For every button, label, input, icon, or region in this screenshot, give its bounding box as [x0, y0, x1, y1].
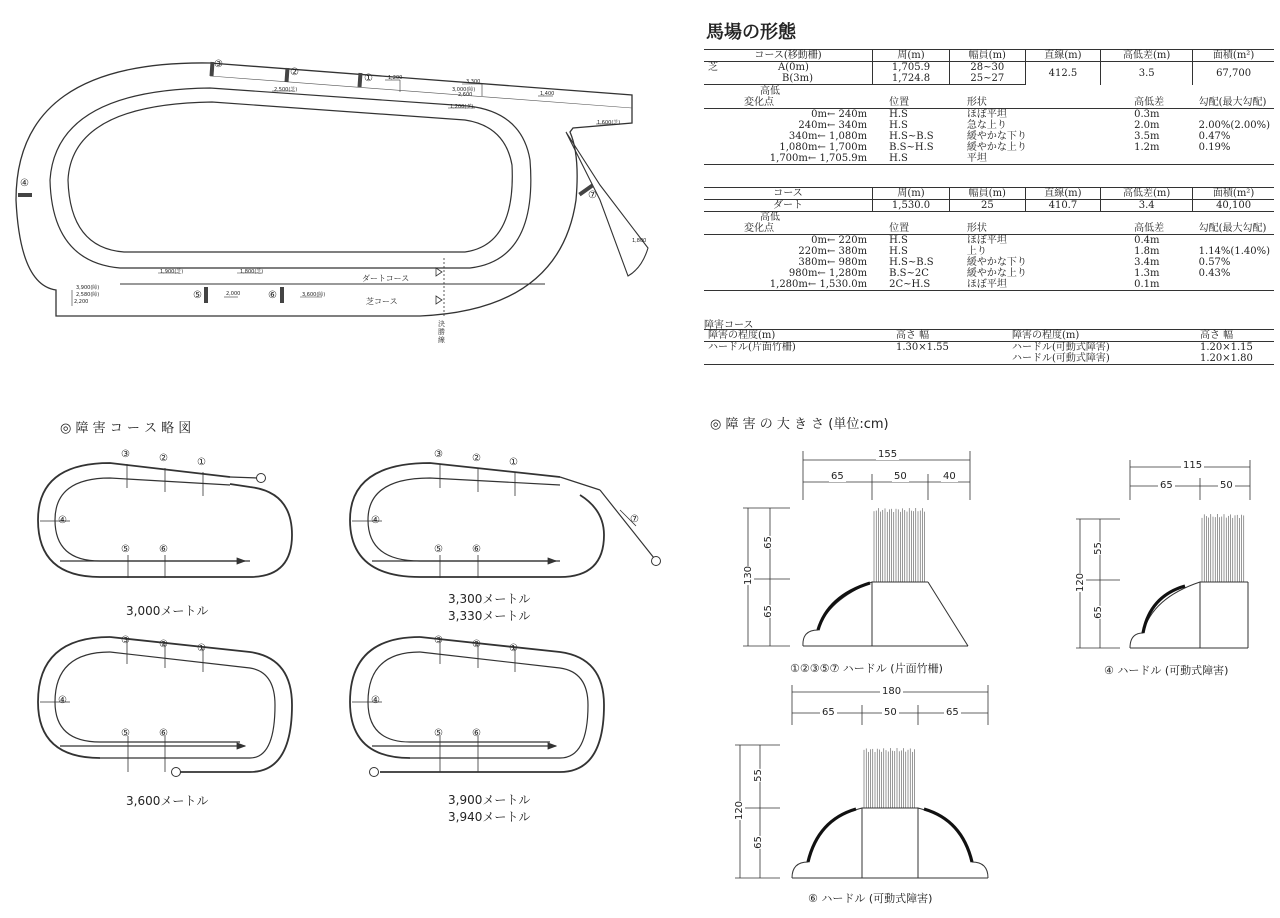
tag-3600: 3,600(障): [302, 292, 326, 298]
ht-right-size-1: 1.20×1.15: [1200, 342, 1253, 353]
table-cell: 1.14%(1.40%): [1198, 246, 1270, 257]
marker-3: ③: [214, 59, 223, 70]
table-cell: 2.0m: [1134, 120, 1160, 131]
marker-7: ⑦: [588, 190, 597, 201]
table-cell: 980m← 1,280m: [788, 268, 868, 279]
turf-label: 芝: [708, 62, 718, 73]
table-cell: [1195, 109, 1274, 121]
c3-marker-3: ③: [121, 635, 130, 646]
c4-marker-6: ⑥: [472, 728, 481, 739]
table-row: [704, 109, 1274, 121]
tag-3300: 3,300: [466, 79, 481, 85]
marker-1: ①: [364, 73, 373, 84]
dirt-table: [704, 187, 1274, 212]
dirt-profile-table: [704, 212, 1274, 291]
table-cell: H.S: [885, 153, 963, 165]
c1-marker-6: ⑥: [159, 544, 168, 555]
ht-right-name-1: ハードル(可動式障害): [1012, 342, 1110, 353]
ht-right-size-2: 1.20×1.80: [1196, 353, 1274, 365]
table-cell: 1.2m: [1134, 142, 1160, 153]
tag-3000: 3,000(障): [452, 87, 476, 93]
turf-straight: 412.5: [1025, 62, 1101, 85]
fig3-part3: 65: [946, 707, 959, 718]
table-cell: 緩やかな上り: [966, 268, 1027, 279]
c1-marker-3: ③: [121, 449, 130, 460]
table-cell: 0.1m: [1130, 279, 1195, 291]
marker-2: ②: [290, 67, 299, 78]
fig3-total: 180: [882, 686, 902, 697]
fig3-h2: 65: [752, 836, 764, 849]
table-cell: [1130, 153, 1195, 165]
obstacle-sketches: [0, 440, 680, 918]
turf-profile-rows: [704, 109, 1274, 165]
table-row: [704, 279, 1274, 291]
tag-1200: 1,200: [388, 75, 403, 81]
c1-marker-5: ⑤: [121, 544, 130, 555]
fig2-total-h: 120: [1075, 572, 1087, 593]
dh-width: 幅員(m): [950, 188, 1026, 200]
ht-h3: 高さ 幅: [1196, 330, 1274, 342]
table-cell: 上り: [966, 246, 987, 257]
table-cell: 急な上り: [966, 120, 1007, 131]
fig1-h2: 65: [762, 605, 774, 618]
turf-profile-title: 高低: [760, 86, 780, 97]
c4-marker-2: ②: [472, 639, 481, 650]
ht-empty-2: [892, 353, 1008, 365]
dp-h3: 高低差: [1130, 223, 1195, 235]
table-cell: ほぼ平坦: [963, 279, 1130, 291]
c3-marker-1: ①: [197, 643, 206, 654]
track-map-drawing: [0, 0, 680, 370]
hurdle-table: [704, 329, 1274, 365]
table-cell: 220m← 380m: [798, 246, 868, 257]
turf-b-circ: 1,724.8: [873, 73, 950, 85]
table-cell: H.S: [889, 235, 908, 246]
track-map: [0, 0, 680, 370]
c4-marker-5: ⑤: [434, 728, 443, 739]
table-cell: 0.4m: [1134, 235, 1160, 246]
tag-1800: 1,800: [632, 238, 647, 244]
table-row: [704, 246, 1274, 257]
c3-marker-5: ⑤: [121, 728, 130, 739]
tp-h0: 変化点: [704, 97, 885, 109]
fig3-part2: 50: [884, 707, 897, 718]
table-row: [704, 131, 1274, 142]
fig1-h1: 65: [762, 536, 774, 549]
fig2-part2: 50: [1220, 480, 1233, 491]
fig1-total: 155: [878, 449, 898, 460]
fig3-part1: 65: [822, 707, 835, 718]
c1-marker-1: ①: [197, 457, 206, 468]
fig2-h1: 55: [1092, 542, 1104, 555]
course-3330-label: 3,330メートル: [448, 609, 531, 623]
fig1-total-h: 130: [743, 565, 755, 586]
marker-5: ⑤: [193, 290, 202, 301]
dp-h2: 形状: [963, 223, 1130, 235]
dirt-profile-rows: [704, 235, 1274, 291]
turf-a-circ: 1,705.9: [873, 62, 950, 74]
table-cell: 0.57%: [1198, 257, 1231, 268]
table-cell: 1,080m← 1,700m: [779, 142, 868, 153]
tag-2000: 2,000: [226, 291, 241, 297]
dp-h4: 勾配(最大勾配): [1195, 223, 1274, 235]
marker-6: ⑥: [268, 290, 277, 301]
table-cell: 緩やかな上り: [966, 142, 1027, 153]
dh-course: コース: [704, 188, 873, 200]
size-section-title: ◎ 障 害 の 大 き さ (単位:cm): [710, 417, 889, 432]
turf-course-a: [704, 62, 873, 74]
fig2-total: 115: [1183, 460, 1203, 471]
dh-height: 高低差(m): [1101, 188, 1193, 200]
table-cell: H.S: [889, 246, 908, 257]
table-cell: 340m← 1,080m: [788, 131, 868, 142]
table-cell: 2.00%(2.00%): [1198, 120, 1270, 131]
th-circ: 周(m): [873, 50, 950, 62]
table-cell: 380m← 980m: [798, 257, 868, 268]
table-cell: [1195, 279, 1274, 291]
ht-left-name: ハードル(片面竹柵): [708, 342, 796, 353]
turf-a-label: A(0m): [778, 62, 809, 73]
c2-marker-2: ②: [472, 453, 481, 464]
table-cell: [1195, 153, 1274, 165]
table-cell: 0.43%: [1198, 268, 1231, 279]
dirt-height-diff: 3.4: [1101, 200, 1193, 212]
marker-4: ④: [20, 178, 29, 189]
course-3940-label: 3,940メートル: [448, 810, 531, 824]
table-cell: 1,700m← 1,705.9m: [704, 153, 885, 165]
tp-h2: 形状: [963, 97, 1130, 109]
dh-circ: 周(m): [873, 188, 950, 200]
fig1-caption: ①②③⑤⑦ ハードル (片面竹柵): [790, 662, 943, 675]
page-title: 馬場の形態: [706, 22, 796, 43]
c1-marker-2: ②: [159, 453, 168, 464]
course-3600-label: 3,600メートル: [126, 794, 209, 808]
finish-line-label: 決勝線: [438, 320, 445, 344]
ht-h1: 高さ 幅: [892, 330, 1008, 342]
table-cell: 1,280m← 1,530.0m: [704, 279, 885, 291]
dh-straight: 直線(m): [1025, 188, 1101, 200]
table-cell: ほぼ平坦: [966, 109, 1007, 120]
dh-area: 面積(m²): [1193, 188, 1274, 200]
course-3000-label: 3,000メートル: [126, 604, 209, 618]
tp-h1: 位置: [885, 97, 963, 109]
th-course: コース(移動柵): [704, 50, 873, 62]
turf-height-diff: 3.5: [1101, 62, 1193, 85]
fig3-caption: ⑥ ハードル (可動式障害): [808, 892, 933, 905]
th-straight: 直線(m): [1025, 50, 1101, 62]
table-row: [704, 268, 1274, 279]
c3-marker-2: ②: [159, 639, 168, 650]
table-cell: 0.19%: [1198, 142, 1231, 153]
dirt-straight: 410.7: [1025, 200, 1101, 212]
table-cell: [1195, 235, 1274, 247]
fig3-h1: 55: [752, 769, 764, 782]
c1-marker-4: ④: [58, 515, 67, 526]
tag-1900: 1,900(芝): [160, 269, 184, 275]
c2-marker-5: ⑤: [434, 544, 443, 555]
table-row: [704, 257, 1274, 268]
dp-h0: 変化点: [704, 223, 885, 235]
tag-3900: 3,900(障): [76, 285, 100, 291]
turf-course-label: 芝コース: [366, 297, 398, 306]
table-cell: 240m← 340m: [798, 120, 868, 131]
th-width: 幅員(m): [950, 50, 1026, 62]
c2-marker-4: ④: [371, 515, 380, 526]
c4-marker-1: ①: [509, 643, 518, 654]
table-row: [704, 235, 1274, 247]
turf-area: 67,700: [1216, 67, 1252, 79]
tp-h3: 高低差: [1130, 97, 1195, 109]
table-cell: 2C~H.S: [885, 279, 963, 291]
tag-2600: 2,600: [458, 92, 473, 98]
table-cell: H.S~B.S: [889, 131, 934, 142]
ht-right-name-2: ハードル(可動式障害): [1008, 353, 1196, 365]
ht-left-size: 1.30×1.55: [896, 342, 949, 353]
turf-b-label: B(3m): [704, 73, 873, 85]
table-cell: 0m← 240m: [811, 109, 868, 120]
table-cell: H.S~B.S: [889, 257, 934, 268]
fig3-total-h: 120: [734, 800, 746, 821]
table-cell: 0m← 220m: [811, 235, 868, 246]
turf-b-width: 25~27: [950, 73, 1026, 85]
turf-table: [704, 49, 1274, 85]
turf-profile-table: [704, 86, 1274, 165]
tag-1400: 1,400: [540, 91, 555, 97]
c2-marker-1: ①: [509, 457, 518, 468]
c2-marker-7: ⑦: [630, 514, 639, 525]
dirt-area: 40,100: [1193, 200, 1274, 212]
c3-marker-6: ⑥: [159, 728, 168, 739]
table-cell: 緩やかな下り: [966, 131, 1027, 142]
course-3900-label: 3,900メートル: [448, 793, 531, 807]
ht-empty-1: [704, 353, 892, 365]
table-row: [704, 120, 1274, 131]
turf-a-width: 28~30: [950, 62, 1026, 74]
table-cell: 0.3m: [1134, 109, 1160, 120]
th-height: 高低差(m): [1101, 50, 1193, 62]
table-cell: 1.3m: [1134, 268, 1160, 279]
tag-1600: 1,600(芝): [597, 120, 621, 126]
table-cell: 緩やかな下り: [966, 257, 1027, 268]
obstacle-sketch-drawing: [0, 440, 680, 918]
c3-marker-4: ④: [58, 695, 67, 706]
dirt-circ: 1,530.0: [873, 200, 950, 212]
dirt-label: ダート: [704, 200, 873, 212]
table-cell: 3.4m: [1134, 257, 1160, 268]
table-row: [704, 142, 1274, 153]
table-row: [704, 153, 1274, 165]
table-cell: 平坦: [963, 153, 1130, 165]
dp-h1: 位置: [885, 223, 963, 235]
fig1-part2: 50: [894, 471, 907, 482]
table-cell: B.S~H.S: [889, 142, 934, 153]
course-3300-label: 3,300メートル: [448, 592, 531, 606]
dirt-profile-title: 高低: [760, 212, 780, 223]
table-cell: B.S~2C: [889, 268, 929, 279]
ht-h2: 障害の程度(m): [1008, 330, 1196, 342]
fig1-part3: 40: [943, 471, 956, 482]
fig2-caption: ④ ハードル (可動式障害): [1104, 664, 1229, 677]
c2-marker-3: ③: [434, 449, 443, 460]
tag-1800t: 1,800(芝): [240, 269, 264, 275]
th-area: 面積(m²): [1193, 50, 1274, 62]
ht-h0: 障害の程度(m): [704, 330, 892, 342]
fig1-part1: 65: [831, 471, 844, 482]
dirt-width: 25: [950, 200, 1026, 212]
tp-h4: 勾配(最大勾配): [1195, 97, 1274, 109]
table-cell: H.S: [889, 120, 908, 131]
table-cell: ほぼ平坦: [966, 235, 1007, 246]
tag-1200d: 1,200(ダ): [450, 104, 474, 110]
fig2-h2: 65: [1092, 606, 1104, 619]
table-cell: 1.8m: [1134, 246, 1160, 257]
hurdle-table-title: 障害コース: [704, 320, 754, 331]
tag-2580: 2,580(障): [76, 292, 100, 298]
table-cell: 0.47%: [1198, 131, 1231, 142]
c4-marker-4: ④: [371, 695, 380, 706]
c2-marker-6: ⑥: [472, 544, 481, 555]
table-cell: H.S: [889, 109, 908, 120]
fig2-part1: 65: [1160, 480, 1173, 491]
c4-marker-3: ③: [434, 635, 443, 646]
tag-2500: 2,500(芝): [274, 87, 298, 93]
tag-2200: 2,200: [74, 299, 89, 305]
obstacle-section-title: ◎ 障 害 コ ー ス 略 図: [60, 421, 192, 436]
table-cell: 3.5m: [1134, 131, 1160, 142]
dirt-course-label: ダートコース: [362, 274, 410, 283]
